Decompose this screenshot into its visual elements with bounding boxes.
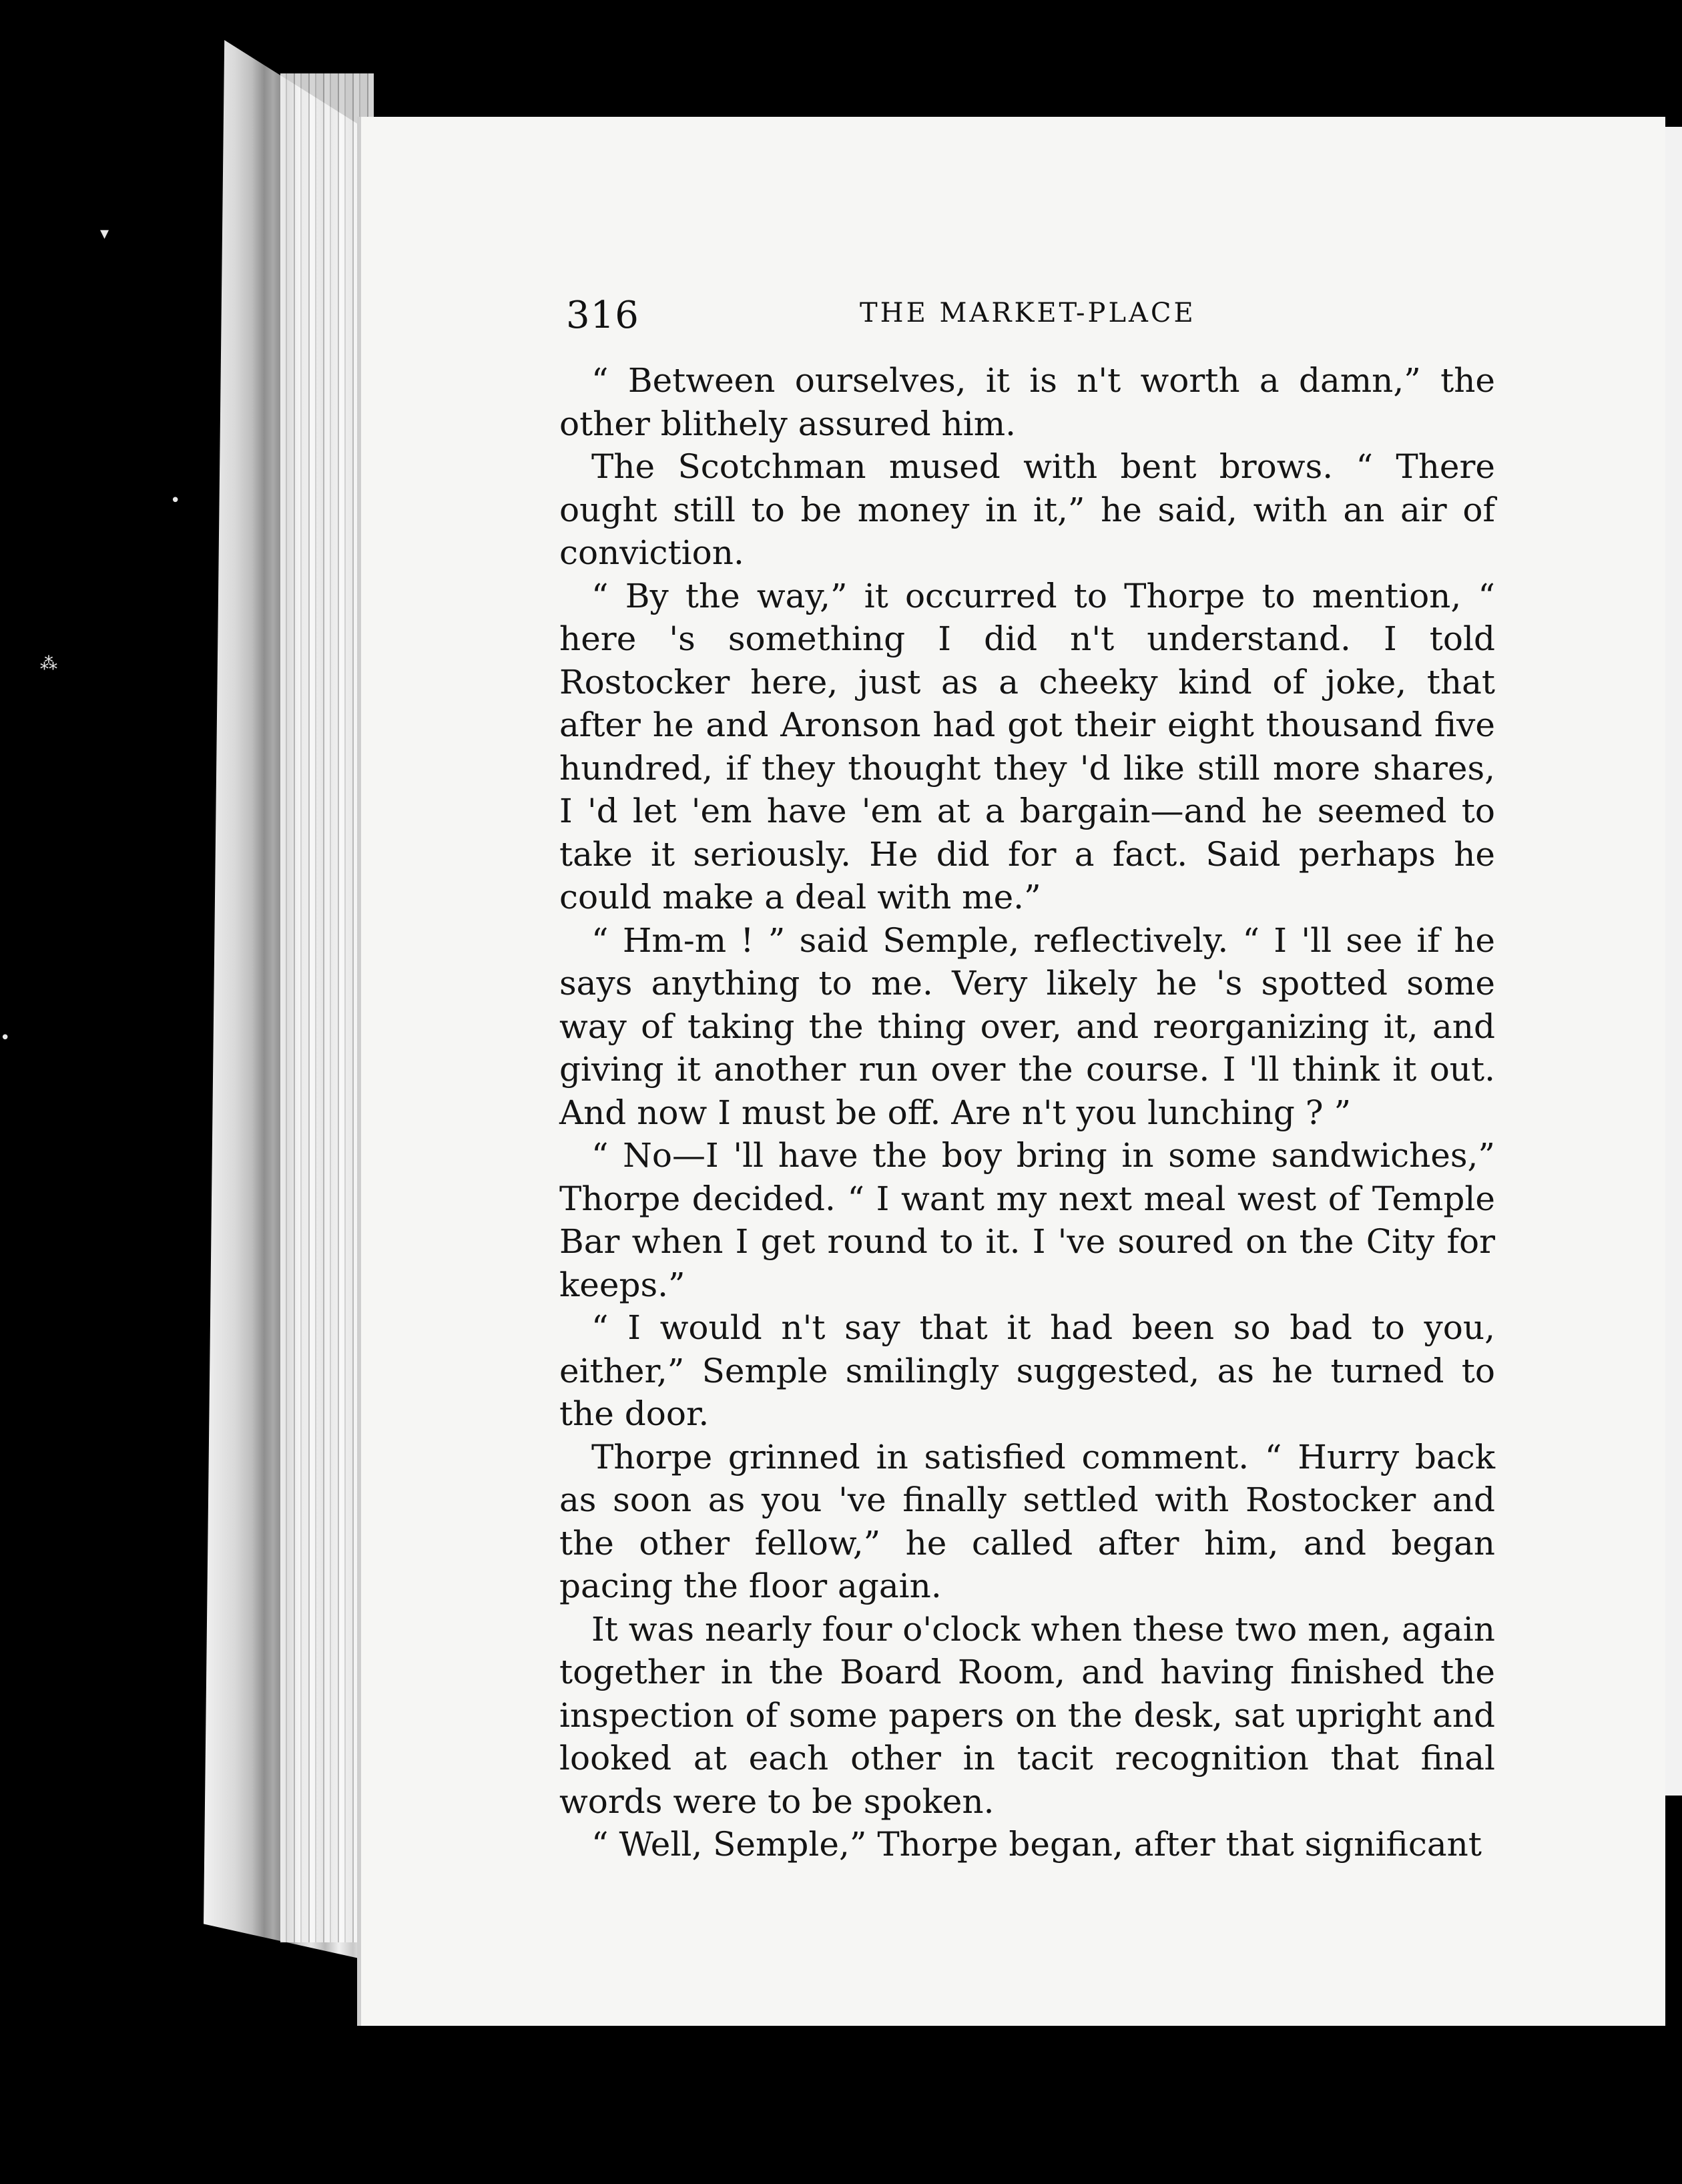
dust-speck: ▾	[100, 224, 109, 244]
page-number: 316	[566, 294, 639, 337]
running-title: THE MARKET-PLACE	[860, 298, 1196, 328]
paragraph: “ Well, Semple,” Thorpe began, after that significant	[591, 1825, 1482, 1864]
paragraph: The Scotchman mused with bent brows. “ There ought still to be money in it,” he said, with an air of conviction.	[559, 447, 1495, 572]
dust-speck: •	[0, 1028, 11, 1048]
paragraph: “ I would n't say that it had been so bad to you, either,” Semple smilingly suggested, as he turned to the door.	[559, 1308, 1495, 1433]
paragraph: “ By the way,” it occurred to Thorpe to mention, “ here 's something I did n't understand. I told Rostocker here, just as a cheeky kind of joke, that after he and Aronson had got their eight thousand five hundred, if they thought they 'd like still more shares, I 'd let 'em have 'em at a bargain—and he seemed to take it seriously. He did for a fact. Said perhaps he could make a deal with me.”	[559, 576, 1495, 916]
paragraph: “ No—I 'll have the boy bring in some sandwiches,” Thorpe decided. “ I want my next meal west of Temple Bar when I get round to it. I 've soured on the City for keeps.”	[559, 1136, 1495, 1304]
dust-speck: ⁂	[40, 654, 57, 674]
dust-speck: •	[170, 491, 181, 511]
running-head	[566, 294, 1233, 337]
paragraph: “ Hm-m ! ” said Semple, reflectively. “ I 'll see if he says anything to me. Very likely he 's spotted some way of taking the thing over, and reorganizing it, and giving it another run over the course. I 'll think it out. And now I must be off. Are n't you lunching ? ”	[559, 920, 1495, 1132]
paragraph: It was nearly four o'clock when these two men, again together in the Board Room, and having finished the inspection of some papers on the desk, sat upright and looked at each other in tacit recognition that final words were to be spoken.	[559, 1609, 1495, 1821]
paragraph: Thorpe grinned in satisfied comment. “ Hurry back as soon as you 've finally settled with Rostocker and the other fellow,” he called after him, and began pacing the floor again.	[559, 1437, 1495, 1605]
page-body	[559, 359, 1495, 1866]
paragraph: “ Between ourselves, it is n't worth a damn,” the other blithely assured him.	[559, 361, 1495, 443]
